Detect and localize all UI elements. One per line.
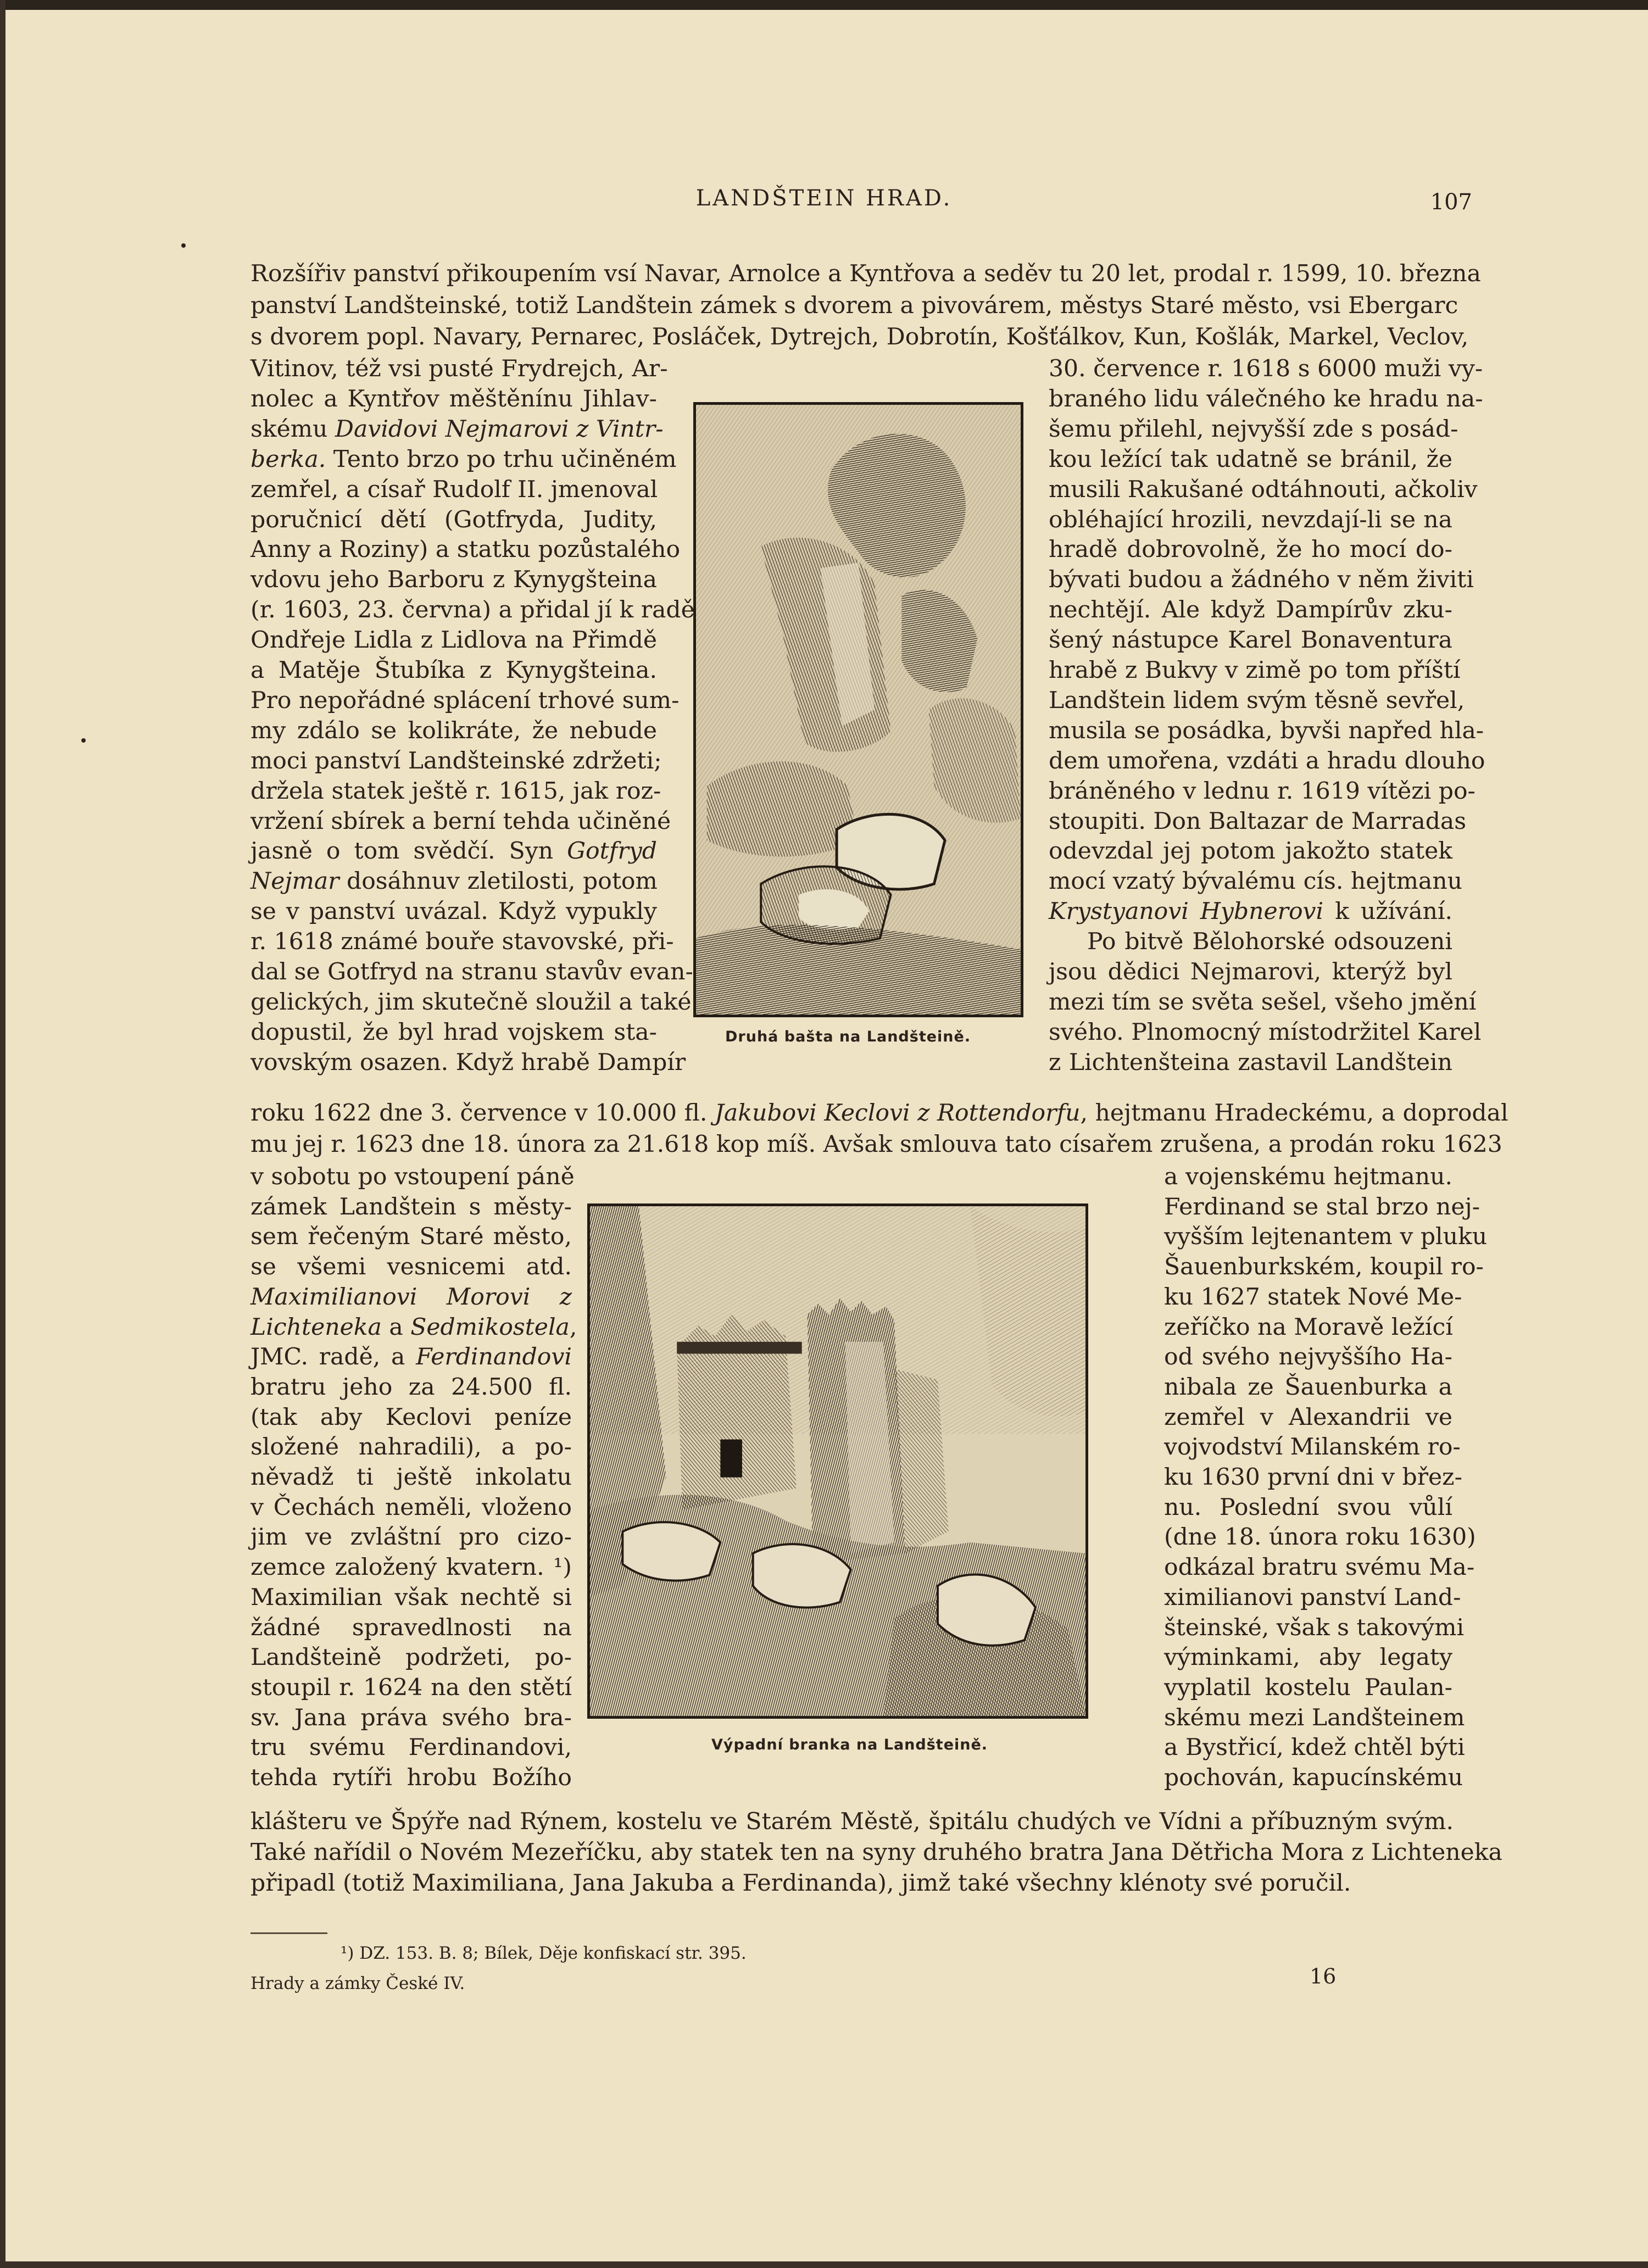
text-line: Landštein lidem svým těsně sevřel, bbox=[1049, 687, 1465, 714]
text-line: (dne 18. února roku 1630) bbox=[1164, 1524, 1476, 1551]
text-line: a vojenskému hejtmanu. bbox=[1164, 1163, 1452, 1190]
text-line: nechtějí. Ale když Dampírův zku- bbox=[1049, 597, 1452, 624]
engraving-second-bastion bbox=[696, 405, 1021, 1015]
text-line: Nejmar dosáhnuv zletilosti, potom bbox=[250, 868, 658, 895]
text-line: výminkami, aby legaty bbox=[1164, 1644, 1452, 1671]
text-line: roku 1622 dne 3. července v 10.000 fl. Jakubovi Keclovi z Rottendorfu, hejtmanu Hradeckému, a doprodal bbox=[250, 1100, 1508, 1127]
text-line: Maximilian však nechtě si bbox=[250, 1584, 572, 1611]
text-line: jasně o tom svědčí. Syn Gotfryd bbox=[250, 838, 657, 865]
text-line: obléhající hrozili, nevzdají-li se na bbox=[1049, 506, 1452, 533]
text-line: se všemi vesnicemi atd. bbox=[250, 1253, 572, 1281]
text-line: skému mezi Landšteinem bbox=[1164, 1704, 1465, 1731]
margin-mark bbox=[181, 243, 186, 248]
text-line: pochován, kapucínskému bbox=[1164, 1764, 1463, 1791]
text-line: hradě dobrovolně, že ho mocí do- bbox=[1049, 536, 1452, 564]
running-title: LANDŠTEIN HRAD. bbox=[695, 186, 953, 211]
text-line: musila se posádka, byvši napřed hla- bbox=[1049, 717, 1484, 744]
text-line: mu jej r. 1623 dne 18. února za 21.618 kop míš. Avšak smlouva tato císařem zrušena, a prodán roku 1623 bbox=[250, 1131, 1502, 1158]
text-line: dem umořena, vzdáti a hradu dlouho bbox=[1049, 747, 1485, 774]
text-line: berka. Tento brzo po trhu učiněném bbox=[250, 445, 677, 473]
text-line: a Bystřicí, kdež chtěl býti bbox=[1164, 1734, 1465, 1762]
text-line: nibala ze Šauenburka a bbox=[1164, 1373, 1452, 1401]
text-line: klášteru ve Špýře nad Rýnem, kostelu ve Starém Městě, špitálu chudých ve Vídni a příbuzným svým. bbox=[250, 1808, 1454, 1835]
text-line: Ferdinand se stal brzo nej- bbox=[1164, 1193, 1480, 1221]
text-line: jsou dědici Nejmarovi, kterýž byl bbox=[1049, 959, 1452, 985]
text-line: vojvodství Milanském ro- bbox=[1164, 1434, 1461, 1461]
text-line: zámek Landštein s městy- bbox=[250, 1193, 572, 1221]
text-line: Maximilianovi Morovi z bbox=[250, 1283, 572, 1311]
text-line: zemřel, a císař Rudolf II. jmenoval bbox=[250, 476, 658, 503]
text-line: jim ve zvláštní pro cizo- bbox=[250, 1524, 572, 1551]
text-line: mezi tím se světa sešel, všeho jmění bbox=[1049, 988, 1477, 1016]
text-line: Landšteině podržeti, po- bbox=[250, 1644, 572, 1671]
text-line: skému Davidovi Nejmarovi z Vintr- bbox=[250, 415, 664, 443]
scan-edge-top bbox=[0, 0, 1648, 10]
text-line: šený nástupce Karel Bonaventura bbox=[1049, 627, 1452, 654]
text-line: bratru jeho za 24.500 fl. bbox=[250, 1373, 572, 1401]
scan-edge-left bbox=[0, 0, 5, 2268]
text-line: Ondřeje Lidla z Lidlova na Přimdě bbox=[250, 627, 657, 654]
text-line: ximilianovi panství Land- bbox=[1164, 1584, 1461, 1611]
text-line: držela statek ještě r. 1615, jak roz- bbox=[250, 777, 661, 805]
text-line: stoupiti. Don Baltazar de Marradas bbox=[1049, 807, 1467, 835]
text-line: poručnicí dětí (Gotfryda, Judity, bbox=[250, 506, 657, 533]
text-line: tehda rytíři hrobu Božího bbox=[250, 1764, 572, 1791]
footnote-rule bbox=[250, 1932, 327, 1934]
text-line: sv. Jana práva svého bra- bbox=[250, 1704, 572, 1731]
text-line: z Lichtenšteina zastavil Landštein bbox=[1049, 1049, 1452, 1076]
text-line: hrabě z Bukvy v zimě po tom příští bbox=[1049, 657, 1461, 684]
text-line: bývati budou a žádného v něm živiti bbox=[1049, 566, 1474, 594]
text-line: se v panství uvázal. Když vypukly bbox=[250, 898, 657, 926]
text-line: Po bitvě Bělohorské odsouzeni bbox=[1087, 928, 1452, 956]
text-line: mocí vzatý bývalému cís. hejtmanu bbox=[1049, 868, 1463, 895]
text-line: moci panství Landšteinské zdržeti; bbox=[250, 747, 662, 774]
text-line: šemu přilehl, nejvyšší zde s posád- bbox=[1049, 415, 1458, 443]
page-number: 107 bbox=[1430, 190, 1472, 215]
text-line: zemřel v Alexandrii ve bbox=[1164, 1403, 1452, 1431]
scan-edge-bottom bbox=[0, 2261, 1648, 2268]
text-line: zemce založený kvatern. ¹) bbox=[250, 1554, 572, 1581]
text-line: nu. Poslední svou vůlí bbox=[1164, 1494, 1452, 1521]
text-line: Lichteneka a Sedmikostela, bbox=[250, 1313, 577, 1341]
text-line: a Matěje Štubíka z Kynygšteina. bbox=[250, 657, 657, 684]
text-line: Krystyanovi Hybnerovi k užívání. bbox=[1049, 898, 1453, 926]
text-line: svého. Plnomocný místodržitel Karel bbox=[1049, 1018, 1482, 1046]
text-line: od svého nejvyššího Ha- bbox=[1164, 1344, 1452, 1371]
engraving-sally-port bbox=[590, 1206, 1085, 1716]
text-line: vyšším lejtenantem v pluku bbox=[1164, 1223, 1488, 1251]
text-line: s dvorem popl. Navary, Pernarec, Posláček, Dytrejch, Dobrotín, Košťálkov, Kun, Košlák, Markel, Veclov, bbox=[250, 324, 1469, 350]
figure-second-bastion bbox=[693, 402, 1023, 1017]
margin-mark bbox=[81, 738, 86, 743]
text-line: odkázal bratru svému Ma- bbox=[1164, 1554, 1475, 1581]
text-line: Anny a Roziny) a statku pozůstalého bbox=[250, 536, 681, 564]
text-line: bráněného v lednu r. 1619 vítězi po- bbox=[1049, 777, 1476, 805]
text-line: v Čechách neměli, vloženo bbox=[250, 1494, 572, 1521]
text-line: Pro nepořádné splácení trhové sum- bbox=[250, 687, 680, 714]
text-line: zeříčko na Moravě ležící bbox=[1164, 1313, 1453, 1341]
text-line: šteinské, však s takovými bbox=[1164, 1614, 1465, 1641]
text-line: připadl (totiž Maximiliana, Jana Jakuba a Ferdinanda), jimž také všechny klénoty své poručil. bbox=[250, 1870, 1351, 1897]
text-line: braného lidu válečného ke hradu na- bbox=[1049, 385, 1483, 413]
text-line: gelických, jim skutečně sloužil a také bbox=[250, 988, 692, 1016]
text-line: kou ležící tak udatně se bránil, že bbox=[1049, 445, 1452, 473]
text-line: (tak aby Keclovi peníze bbox=[250, 1403, 572, 1431]
caption-sally-port: Výpadní branka na Landšteině. bbox=[711, 1736, 988, 1753]
text-line: my zdálo se kolikráte, že nebude bbox=[250, 717, 657, 744]
text-line: dopustil, že byl hrad vojskem sta- bbox=[250, 1018, 657, 1046]
text-line: dal se Gotfryd na stranu stavův evan- bbox=[250, 959, 693, 985]
text-line: vovským osazen. Když hrabě Dampír bbox=[250, 1049, 686, 1076]
figure-sally-port bbox=[587, 1203, 1088, 1719]
text-line: vdovu jeho Barboru z Kynygšteina bbox=[250, 566, 657, 594]
text-line: v sobotu po vstoupení páně bbox=[250, 1163, 575, 1190]
caption-second-bastion: Druhá bašta na Landšteině. bbox=[725, 1028, 971, 1045]
text-line: stoupil r. 1624 na den stětí bbox=[250, 1674, 572, 1701]
text-line: sem řečeným Staré město, bbox=[250, 1223, 572, 1251]
footnote: ¹) DZ. 153. B. 8; Bílek, Děje konfiskací str. 395. bbox=[341, 1943, 747, 1963]
text-line: odevzdal jej potom jakožto statek bbox=[1049, 838, 1452, 865]
text-line: ku 1630 první dni v břez- bbox=[1164, 1464, 1462, 1491]
text-line: Šauenburkském, koupil ro- bbox=[1164, 1253, 1484, 1281]
text-line: JMC. radě, a Ferdinandovi bbox=[250, 1344, 572, 1371]
text-line: panství Landšteinské, totiž Landštein zámek s dvorem a pivovárem, městys Staré město, vsi Ebergarc bbox=[250, 292, 1458, 319]
text-line: vyplatil kostelu Paulan- bbox=[1164, 1674, 1452, 1701]
text-line: Také nařídil o Novém Mezeříčku, aby statek ten na syny druhého bratra Jana Dětřicha Mora z Lichteneka bbox=[250, 1839, 1502, 1866]
text-line: žádné spravedlnosti na bbox=[250, 1614, 572, 1641]
signature-mark: 16 bbox=[1310, 1964, 1337, 1988]
imprint: Hrady a zámky České IV. bbox=[250, 1974, 465, 1993]
text-line: musili Rakušané odtáhnouti, ačkoliv bbox=[1049, 476, 1478, 503]
text-line: něvadž ti ještě inkolatu bbox=[250, 1464, 572, 1491]
text-line: složené nahradili), a po- bbox=[250, 1434, 572, 1461]
text-line: tru svému Ferdinandovi, bbox=[250, 1734, 572, 1762]
text-line: vržení sbírek a berní tehda učiněné bbox=[250, 807, 671, 835]
text-line: Vitinov, též vsi pusté Frydrejch, Ar- bbox=[250, 355, 668, 382]
text-line: Rozšířiv panství přikoupením vsí Navar, Arnolce a Kyntřova a seděv tu 20 let, prodal r. 1599, 10. března bbox=[250, 260, 1481, 287]
text-line: nolec a Kyntřov měštěnínu Jihlav- bbox=[250, 385, 657, 413]
text-line: r. 1618 známé bouře stavovské, při- bbox=[250, 928, 674, 956]
text-line: (r. 1603, 23. června) a přidal jí k radě bbox=[250, 597, 695, 624]
text-line: ku 1627 statek Nové Me- bbox=[1164, 1283, 1462, 1311]
text-line: 30. července r. 1618 s 6000 muži vy- bbox=[1049, 355, 1483, 382]
